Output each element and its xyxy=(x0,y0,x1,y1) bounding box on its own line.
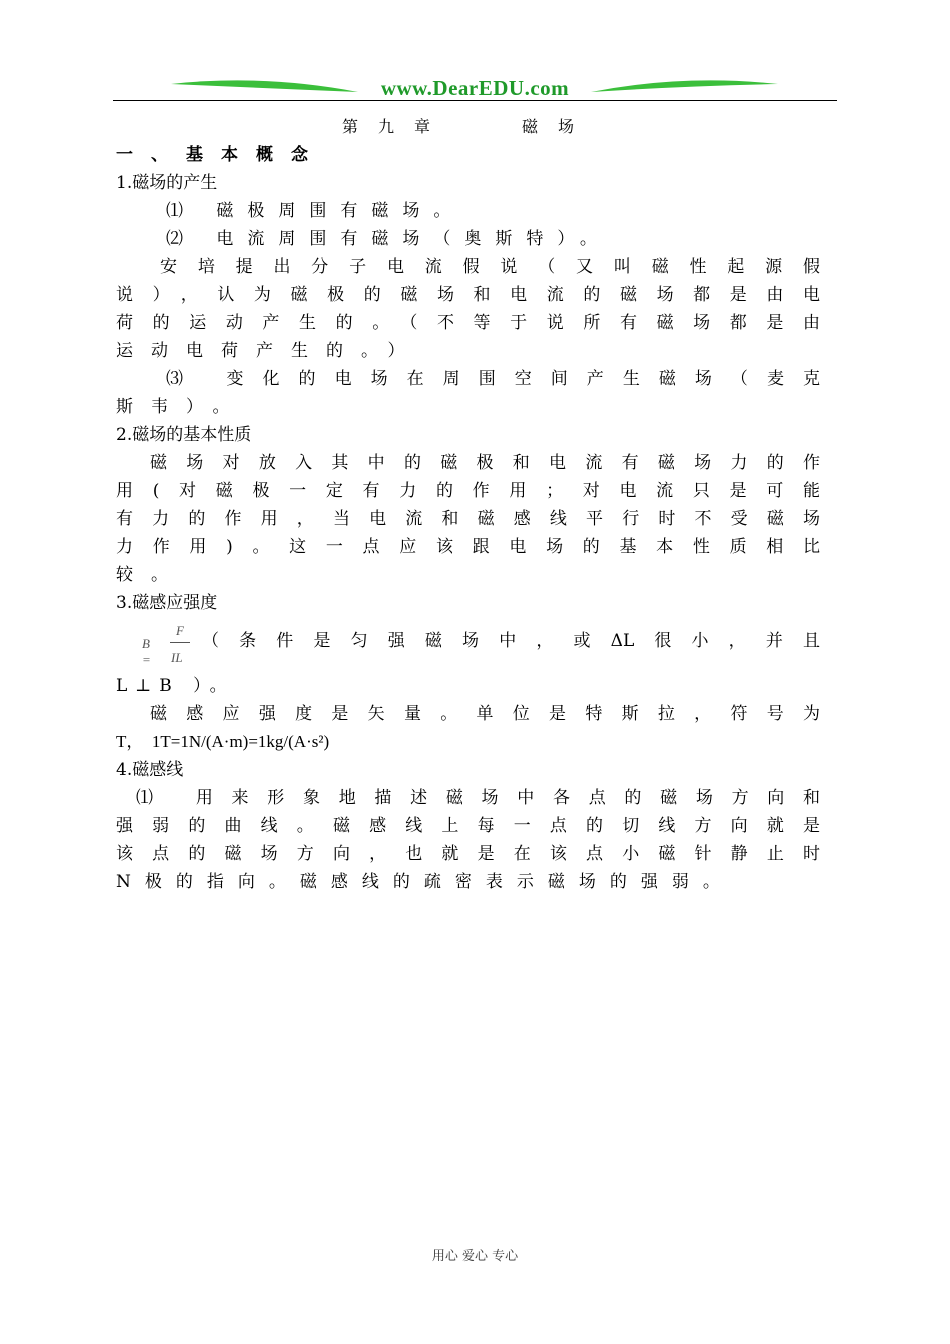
page-footer: 用心 爱心 专心 xyxy=(431,1249,519,1264)
body-line: 磁感应强度是矢量。单位是特斯拉，符号为 xyxy=(150,704,820,724)
body-line: 较。 xyxy=(116,565,186,585)
body-line: ⑵ 电流周围有磁场（奥斯特）。 xyxy=(166,229,611,249)
body-line: 荷的运动产生的。（不等于说所有磁场都是由 xyxy=(116,313,820,333)
body-line: 力作用)。这一点应该跟电场的基本性质相比 xyxy=(116,537,820,557)
body-line: 说），认为磁极的磁场和电流的磁场都是由电 xyxy=(116,285,820,305)
formula-denominator: IL xyxy=(171,650,183,665)
formula-condition-text: （条件是匀强磁场中，或ΔL很小，并且 xyxy=(202,631,820,651)
body-line: 用(对磁极一定有力的作用；对电流只是可能 xyxy=(116,481,820,501)
body-line: 磁场对放入其中的磁极和电流有磁场力的作 xyxy=(150,453,820,473)
header-logo xyxy=(113,72,837,102)
body-line: ⑶ 变化的电场在周围空间产生磁场（麦克 xyxy=(166,369,820,389)
body-line: 安培提出分子电流假说（又叫磁性起源假 xyxy=(160,257,820,277)
body-line: 斯韦）。 xyxy=(116,397,248,417)
formula-numerator: F xyxy=(176,623,184,638)
subheading-3: 3.磁感应强度 xyxy=(116,593,218,613)
chapter-title: 第九章 磁场 xyxy=(341,117,594,136)
subheading-2: 2.磁场的基本性质 xyxy=(116,425,252,445)
body-line: 强弱的曲线。磁感线上每一点的切线方向就是 xyxy=(116,816,820,836)
body-line: 运动电荷产生的。） xyxy=(116,341,423,361)
fraction-bar xyxy=(170,642,190,643)
section-heading: 一、基本概念 xyxy=(116,145,326,165)
body-line: 该点的磁场方向，也就是在该点小磁针静止时 xyxy=(116,844,820,864)
formula-row xyxy=(116,619,820,669)
header-rule xyxy=(113,100,837,101)
body-line: ⑴ 用来形象地描述磁场中各点的磁场方向和 xyxy=(136,788,820,808)
unit-formula: T， 1T=1N/(A·m)=1kg/(A·s²) xyxy=(116,732,330,751)
subheading-4: 4.磁感线 xyxy=(116,760,184,780)
formula-lhs: B = xyxy=(142,636,151,667)
body-line: ⑴ 磁极周围有磁场。 xyxy=(166,201,465,221)
logo-text: www.DearEDU.com xyxy=(380,76,570,100)
body-line: L⊥B ）。 xyxy=(116,676,235,696)
subheading-1: 1.磁场的产生 xyxy=(116,173,218,193)
body-line: 有力的作用，当电流和磁感线平行时不受磁场 xyxy=(116,509,820,529)
body-line: N极的指向。磁感线的疏密表示磁场的强弱。 xyxy=(116,872,734,892)
